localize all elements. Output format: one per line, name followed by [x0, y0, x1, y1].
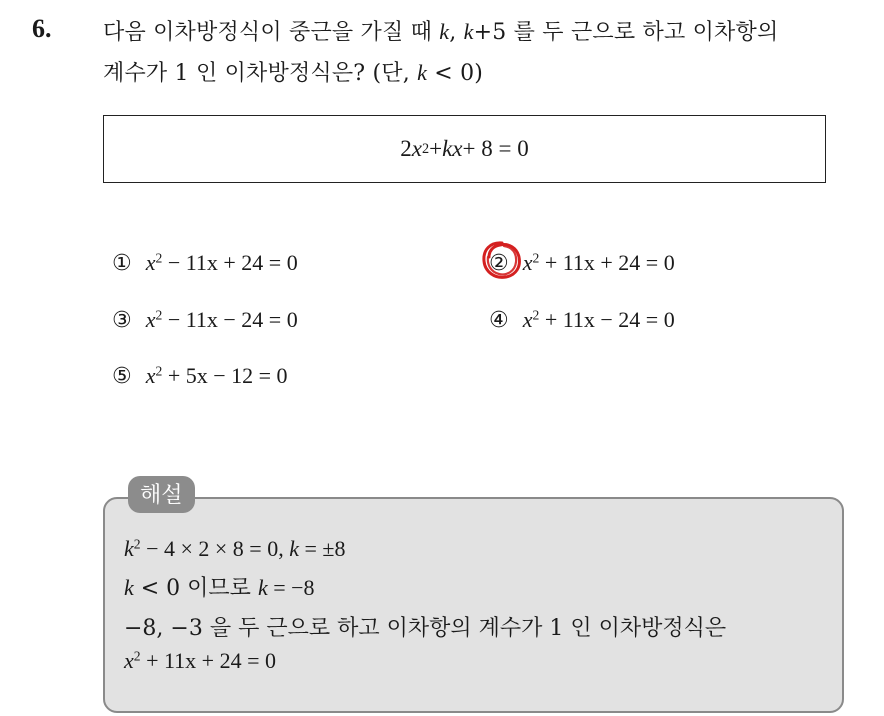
choice-1[interactable] [112, 250, 298, 276]
question-text: 다음 이차방정식이 중근을 가질 때 [103, 20, 440, 45]
explanation-text: < 0 이므로 [133, 576, 258, 601]
exponent: 2 [155, 363, 163, 379]
choice-number: ⑤ [112, 363, 132, 389]
explanation-text: = −8 [267, 575, 315, 600]
variable-k: k [417, 60, 428, 85]
choice-number: ③ [112, 307, 132, 333]
variable-k: k [439, 19, 450, 44]
variable-k: k [124, 575, 134, 600]
explanation-line-3: −8, −3 을 두 근으로 하고 이차항의 계수가 1 인 이차방정식은 [124, 616, 727, 641]
choice-2[interactable] [489, 250, 675, 276]
question-text: , [449, 20, 464, 45]
variable-x: x [522, 307, 533, 332]
choice-expression-rest: + 5x − 12 = 0 [162, 363, 288, 388]
choice-number: ② [489, 250, 509, 276]
variable-x: x [522, 250, 533, 275]
equation-text: + 8 = 0 [462, 136, 529, 161]
question-text: < 0) [427, 61, 484, 86]
variable-k: k [463, 19, 474, 44]
given-equation-box: 2 x 2 + kx + 8 = 0 [103, 115, 826, 183]
explanation-text: + 11x + 24 = 0 [140, 648, 276, 673]
exponent: 2 [133, 536, 141, 552]
explanation-tab-label: 해설 [128, 476, 195, 513]
choice-expression-rest: − 11x + 24 = 0 [162, 250, 298, 275]
variable-x: x [145, 363, 156, 388]
explanation-line-4 [124, 648, 276, 674]
variable-x: x [145, 250, 156, 275]
choice-expression [146, 250, 298, 276]
explanation-line-2 [124, 571, 315, 602]
variable-x: x [124, 648, 134, 673]
choice-number: ④ [489, 307, 509, 333]
exponent: 2 [155, 307, 163, 323]
question-number: 6. [32, 14, 52, 43]
variable-x: x [411, 136, 422, 161]
question-text: 계수가 1 인 이차방정식은? (단, [103, 61, 418, 86]
variable-k: k [124, 536, 134, 561]
choice-expression [146, 363, 288, 389]
term-kx: kx [442, 136, 463, 161]
choice-expression [523, 250, 675, 276]
equation-text: + [429, 136, 443, 161]
explanation-line-1 [124, 536, 345, 562]
variable-x: x [145, 307, 156, 332]
equation-coefficient: 2 [400, 136, 412, 161]
exponent: 2 [133, 648, 141, 664]
exponent: 2 [532, 307, 540, 323]
choice-3[interactable] [112, 307, 298, 333]
variable-k: k [257, 575, 268, 600]
variable-k: k [289, 536, 299, 561]
exponent: 2 [155, 250, 163, 266]
choice-expression [523, 307, 675, 333]
choice-expression [146, 307, 298, 333]
question-text-line-1 [103, 15, 778, 46]
choice-expression-rest: + 11x − 24 = 0 [539, 307, 675, 332]
choice-expression-rest: + 11x + 24 = 0 [539, 250, 675, 275]
question-text: +5 를 두 근으로 하고 이차항의 [473, 20, 779, 45]
choice-expression-rest: − 11x − 24 = 0 [162, 307, 298, 332]
choice-5[interactable] [112, 363, 288, 389]
question-text-line-2 [103, 56, 483, 87]
exponent: 2 [532, 250, 540, 266]
choice-4[interactable] [489, 307, 675, 333]
explanation-box [103, 497, 844, 713]
choice-number: ① [112, 250, 132, 276]
explanation-text: − 4 × 2 × 8 = 0, [140, 536, 290, 561]
explanation-text: = ±8 [298, 536, 346, 561]
